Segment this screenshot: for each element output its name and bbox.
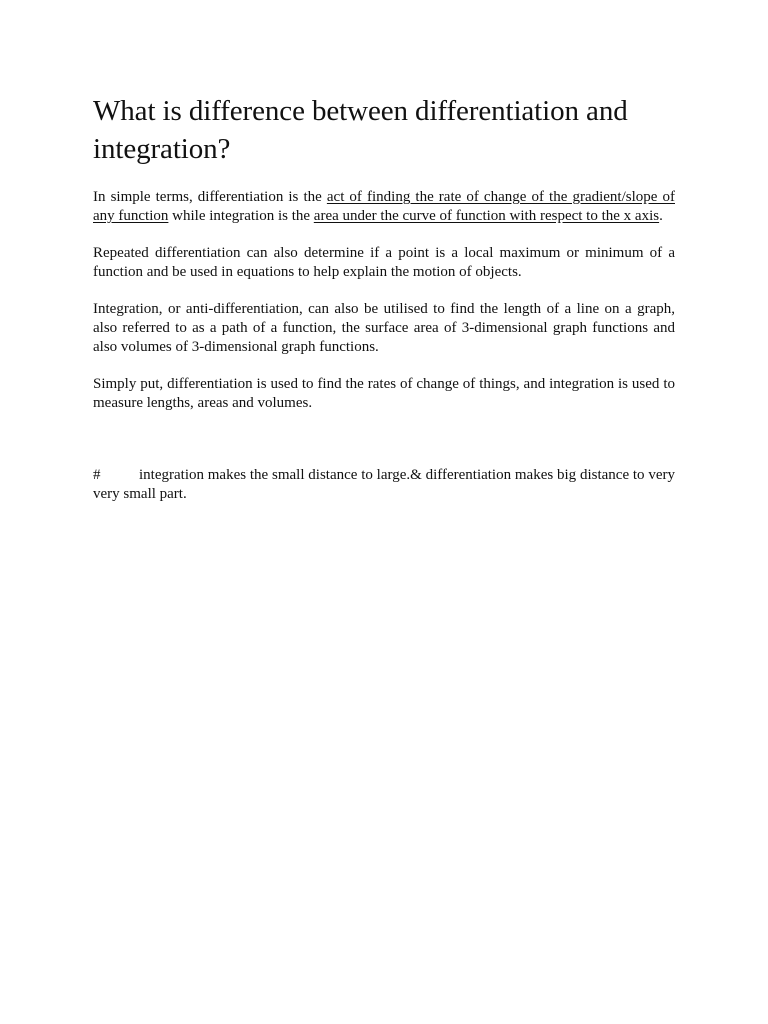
underlined-phrase-differentiation: act of finding the rate of change of the gradient/slope of any function — [93, 189, 675, 224]
document-page — [93, 92, 675, 522]
paragraph-definition — [93, 188, 675, 226]
page-title: What is difference between differentiation and integration? — [93, 95, 628, 165]
paragraph-definition-end: . — [659, 208, 663, 224]
paragraph-summary: Simply put, differentiation is used to find the rates of change of things, and integration is used to measure lengths, areas and volumes. — [93, 376, 675, 411]
spacer — [93, 431, 675, 466]
paragraph-repeated-differentiation: Repeated differentiation can also determine if a point is a local maximum or minimum of a function and be used in equations to help explain the motion of objects. — [93, 245, 675, 280]
note-text: integration makes the small distance to large.& differentiation makes big distance to very very small part. — [93, 467, 675, 502]
paragraph-integration-uses: Integration, or anti-differentiation, can also be utilised to find the length of a line on a graph, also referred to as a path of a function, the surface area of 3-dimensional graph functions and also volumes of 3-dimensional graph functions. — [93, 301, 675, 355]
underlined-phrase-integration: area under the curve of function with respect to the x axis — [313, 208, 660, 224]
paragraph-note — [93, 466, 675, 504]
note-hash-mark: # — [93, 467, 101, 483]
paragraph-definition-intro: In simple terms, differentiation is the — [93, 189, 327, 205]
paragraph-definition-middle: while integration is the — [168, 208, 314, 224]
